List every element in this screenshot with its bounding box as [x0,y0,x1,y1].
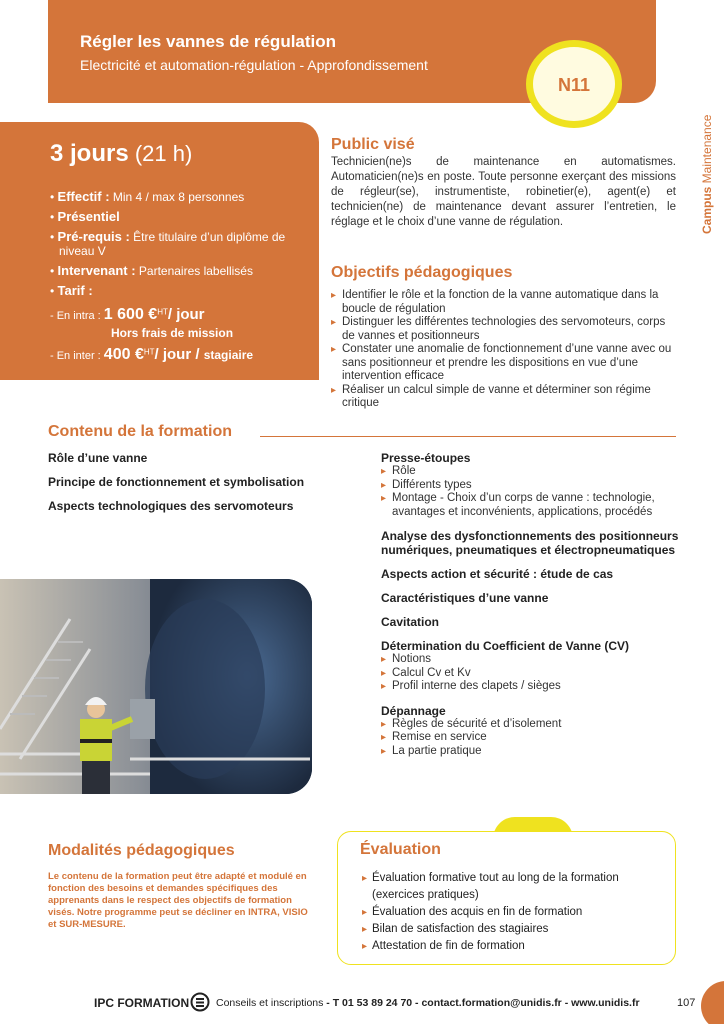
info-box [0,122,319,380]
cv-list [381,653,681,694]
topic: Aspects technologiques des servomoteurs [48,499,294,513]
topic: Détermination du Coefficient de Vanne (CV) [381,639,630,653]
topic: Analyse des dysfonctionnements des positionneurs numériques, pneumatiques et électropneumatiques [381,529,679,557]
footer-contact [216,997,640,1009]
inter-sup: HT [143,347,155,357]
info-item: • Pré-requis : Être titulaire d’un diplôme de niveau V [50,229,286,258]
list-item: ▸ Réaliser un calcul simple de vanne et déterminer son régime critique [331,384,679,411]
evaluation-list [362,870,667,955]
page-subtitle: Electricité et automation-régulation - Approfondissement [80,57,428,73]
intra-note: Hors frais de mission [111,326,234,340]
public-text: Technicien(ne)s de maintenance en automatismes. Automaticien(ne)s en poste. Toute personne exerçant des missions de régleur(se), instrumentiste, robinetier(e), agent(e) et technicien(ne) de maintenance devant assurer l’entretien, le réglage et le choix d’une vanne de régulation. [331,156,676,228]
list-item: ▸ Rôle [381,465,681,479]
info-item: • Présentiel [50,209,120,224]
inter-price-row [50,346,253,364]
info-key: Tarif : [57,283,93,298]
list-item: ▸ Notions [381,653,681,667]
info-value: Être titulaire d’un diplôme de niveau V [59,230,286,258]
topic: Rôle d’une vanne [48,451,148,465]
inter-unit: / jour / [154,346,204,363]
list-item: ▸ Calcul Cv et Kv [381,667,681,681]
intra-unit: / jour [167,306,205,323]
topic: Dépannage [381,703,446,718]
ipc-logo-icon [190,992,210,1012]
list-item: ▸ Évaluation formative tout au long de la formation (exercices pratiques) [362,870,667,904]
contenu-left [48,451,348,523]
list-item: ▸ Profil interne des clapets / sièges [381,680,681,694]
info-item: • Effectif : Min 4 / max 8 personnes [50,189,245,204]
list-item: ▸ Différents types [381,479,681,493]
list-item: ▸ Identifier le rôle et la fonction de la vanne automatique dans la boucle de régulation [331,289,679,316]
page-number: 107 [677,997,696,1009]
evaluation-title: Évaluation [360,841,441,858]
inter-suffix: stagiaire [203,348,254,362]
level-badge [526,40,622,128]
info-key: Présentiel [57,209,120,224]
objectifs-title: Objectifs pédagogiques [331,264,513,281]
topic: Principe de fonctionnement et symbolisation [48,475,305,489]
side-label-rest: Maintenance [700,114,714,187]
duration-detail: (21 h) [128,141,193,166]
contenu-divider [260,436,676,437]
info-key: Intervenant : [57,263,136,278]
intra-sup: HT [157,307,168,317]
list-item: ▸ Constater une anomalie de fonctionnement d’une vanne avec ou sans positionneur et prendre les dispositions en vue d’une intervention efficace [331,343,679,384]
inter-label: - En inter : [50,350,104,362]
inter-price: 400 € [103,346,144,363]
info-item: • Tarif : [50,283,93,298]
footer-brand: IPC FORMATION [94,996,190,1010]
intra-price: 1 600 € [103,306,158,323]
list-item: ▸ Attestation de fin de formation [362,938,667,955]
topic: Presse-étoupes [381,451,471,465]
contenu-right [381,451,681,768]
corner-decoration [701,981,724,1024]
list-item: ▸ Remise en service [381,731,681,745]
topic: Caractéristiques d’une vanne [381,591,549,605]
industrial-photo [0,579,312,794]
topic: Aspects action et sécurité : étude de cas [381,567,614,581]
public-title: Public visé [331,136,415,153]
modalites-text: Le contenu de la formation peut être adapté et modulé en fonction des besoins et demandes spécifiques des apprenants dans le respect des objectifs de formation visés. Notre programme peut se décliner en INTRA, VISIO et SUR-MESURE. [48,871,308,930]
topic: Cavitation [381,615,440,629]
contenu-title: Contenu de la formation [48,423,232,440]
list-item: ▸ Règles de sécurité et d’isolement [381,718,681,732]
depannage-list [381,718,681,759]
objectifs-list [331,289,679,411]
info-value: Min 4 / max 8 personnes [109,190,245,204]
presse-list [381,465,681,519]
photo-illustration [0,579,312,794]
list-item: ▸ Évaluation des acquis en fin de formation [362,904,667,921]
page-title: Régler les vannes de régulation [80,32,337,51]
intra-label: - En intra : [50,310,104,322]
info-value: Partenaires labellisés [135,264,253,278]
level-badge-text: N11 [557,75,591,95]
duration-main: 3 jours [50,140,129,167]
duration [50,140,192,168]
contact-label: Conseils et inscriptions [216,997,324,1009]
info-key: Effectif : [57,189,110,204]
modalites-title: Modalités pédagogiques [48,842,235,859]
info-key: Pré-requis : [57,229,130,244]
intra-price-row [50,306,205,324]
list-item: ▸ Bilan de satisfaction des stagiaires [362,921,667,938]
side-label-bold: Campus [700,186,714,234]
list-item: ▸ La partie pratique [381,745,681,759]
info-item: • Intervenant : Partenaires labellisés [50,263,253,278]
list-item: ▸ Montage - Choix d’un corps de vanne : technologie, avantages et inconvénients, applications, procédés [381,492,681,519]
list-item: ▸ Distinguer les différentes technologies des servomoteurs, corps de vannes et positionneurs [331,316,679,343]
campus-side-label [700,115,714,234]
contact-details: - T 01 53 89 24 70 - contact.formation@unidis.fr - www.unidis.fr [323,997,640,1009]
info-list [50,190,310,304]
